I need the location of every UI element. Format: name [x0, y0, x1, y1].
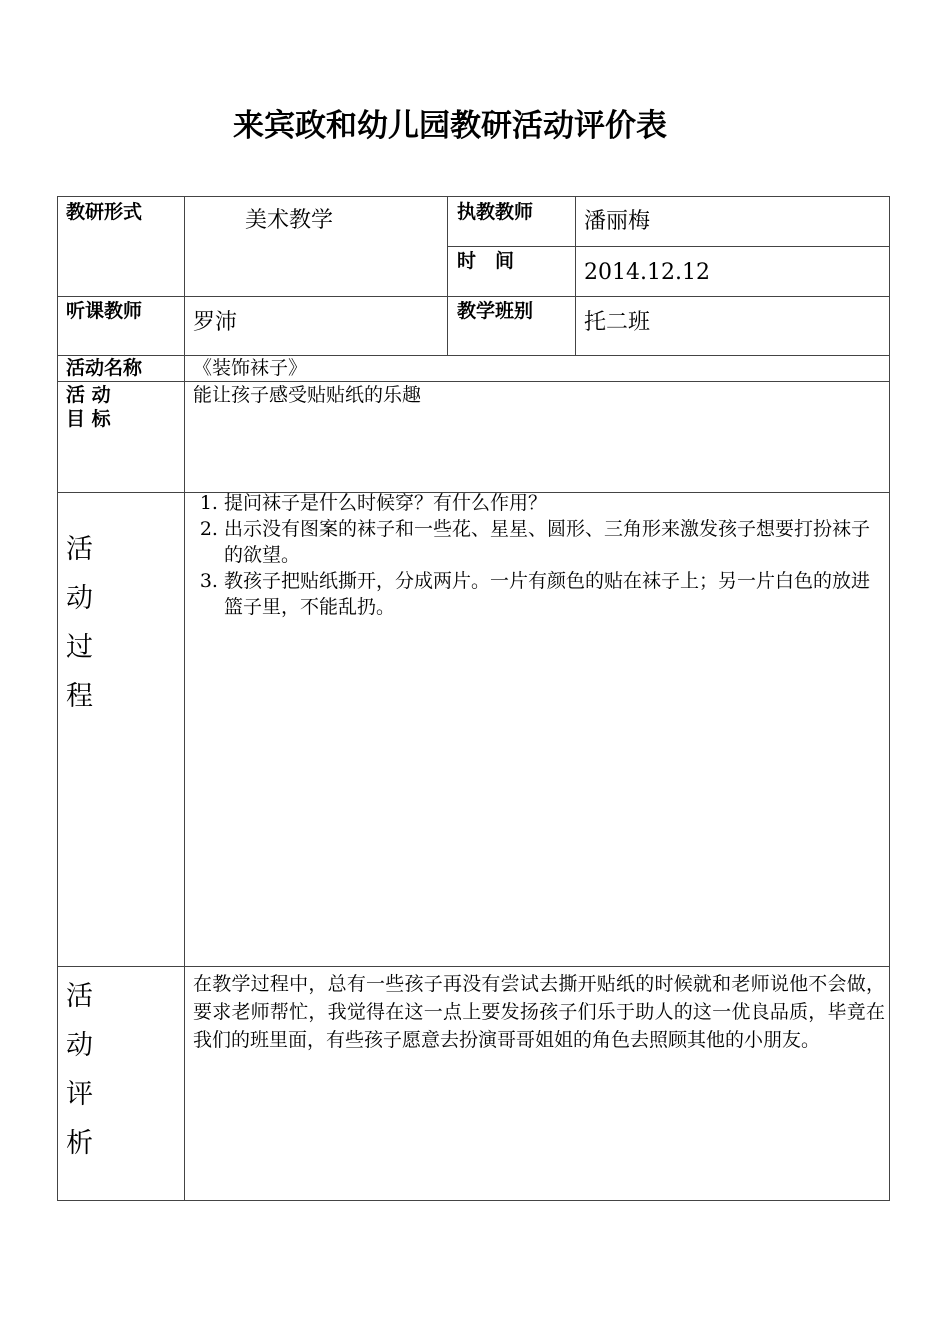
time-value: 2014.12.12 — [584, 260, 710, 285]
goal-value: 能让孩子感受贴贴纸的乐趣 — [193, 384, 422, 406]
column-divider — [447, 196, 448, 355]
process-label-char: 动 — [66, 583, 93, 614]
process-label — [66, 525, 96, 721]
row-divider — [57, 355, 890, 356]
column-divider — [184, 196, 185, 1201]
observer-label: 听课教师 — [66, 300, 143, 322]
observer-value: 罗沛 — [193, 310, 238, 335]
process-steps — [192, 490, 884, 620]
time-label: 时 间 — [457, 250, 515, 272]
analysis-text: 在教学过程中，总有一些孩子再没有尝试去撕开贴纸的时候就和老师说他不会做，要求老师帮忙，我觉得在这一点上要发扬孩子们乐于助人的这一优良品质，毕竟在我们的班里面，有些孩子愿意去扮演哥哥姐姐的角色去照顾其他的小朋友。 — [193, 973, 885, 1051]
research-form-value: 美术教学 — [245, 208, 334, 233]
teacher-label: 执教教师 — [457, 201, 534, 223]
row-divider — [57, 381, 890, 382]
analysis-label — [66, 972, 96, 1168]
teacher-value: 潘丽梅 — [584, 209, 651, 234]
page-title: 来宾政和幼儿园教研活动评价表 — [233, 108, 667, 144]
class-label: 教学班别 — [457, 300, 534, 322]
analysis-label-char: 活 — [66, 981, 93, 1012]
activity-name-label: 活动名称 — [66, 357, 143, 379]
process-step: 2. 出示没有图案的袜子和一些花、星星、圆形、三角形来激发孩子想要打扮袜子的欲望。 — [224, 516, 884, 568]
row-divider — [57, 966, 890, 967]
process-step: 3. 教孩子把贴纸撕开，分成两片。一片有颜色的贴在袜子上；另一片白色的放进篮子里，不能乱扔。 — [224, 568, 884, 620]
analysis-label-char: 评 — [66, 1079, 93, 1110]
activity-name-value: 《装饰袜子》 — [193, 357, 308, 379]
column-divider — [575, 196, 576, 355]
class-value: 托二班 — [584, 310, 651, 335]
process-label-char: 程 — [66, 681, 93, 712]
process-label-char: 活 — [66, 534, 93, 565]
goal-label-line2: 目 标 — [66, 408, 111, 430]
analysis-label-char: 析 — [66, 1128, 93, 1159]
analysis-label-char: 动 — [66, 1030, 93, 1061]
row-divider — [447, 246, 890, 247]
process-label-char: 过 — [66, 632, 93, 663]
process-step: 1. 提问袜子是什么时候穿？有什么作用？ — [224, 490, 884, 516]
row-divider — [57, 296, 890, 297]
goal-label-line1: 活 动 — [66, 384, 111, 406]
research-form-label: 教研形式 — [66, 201, 143, 223]
